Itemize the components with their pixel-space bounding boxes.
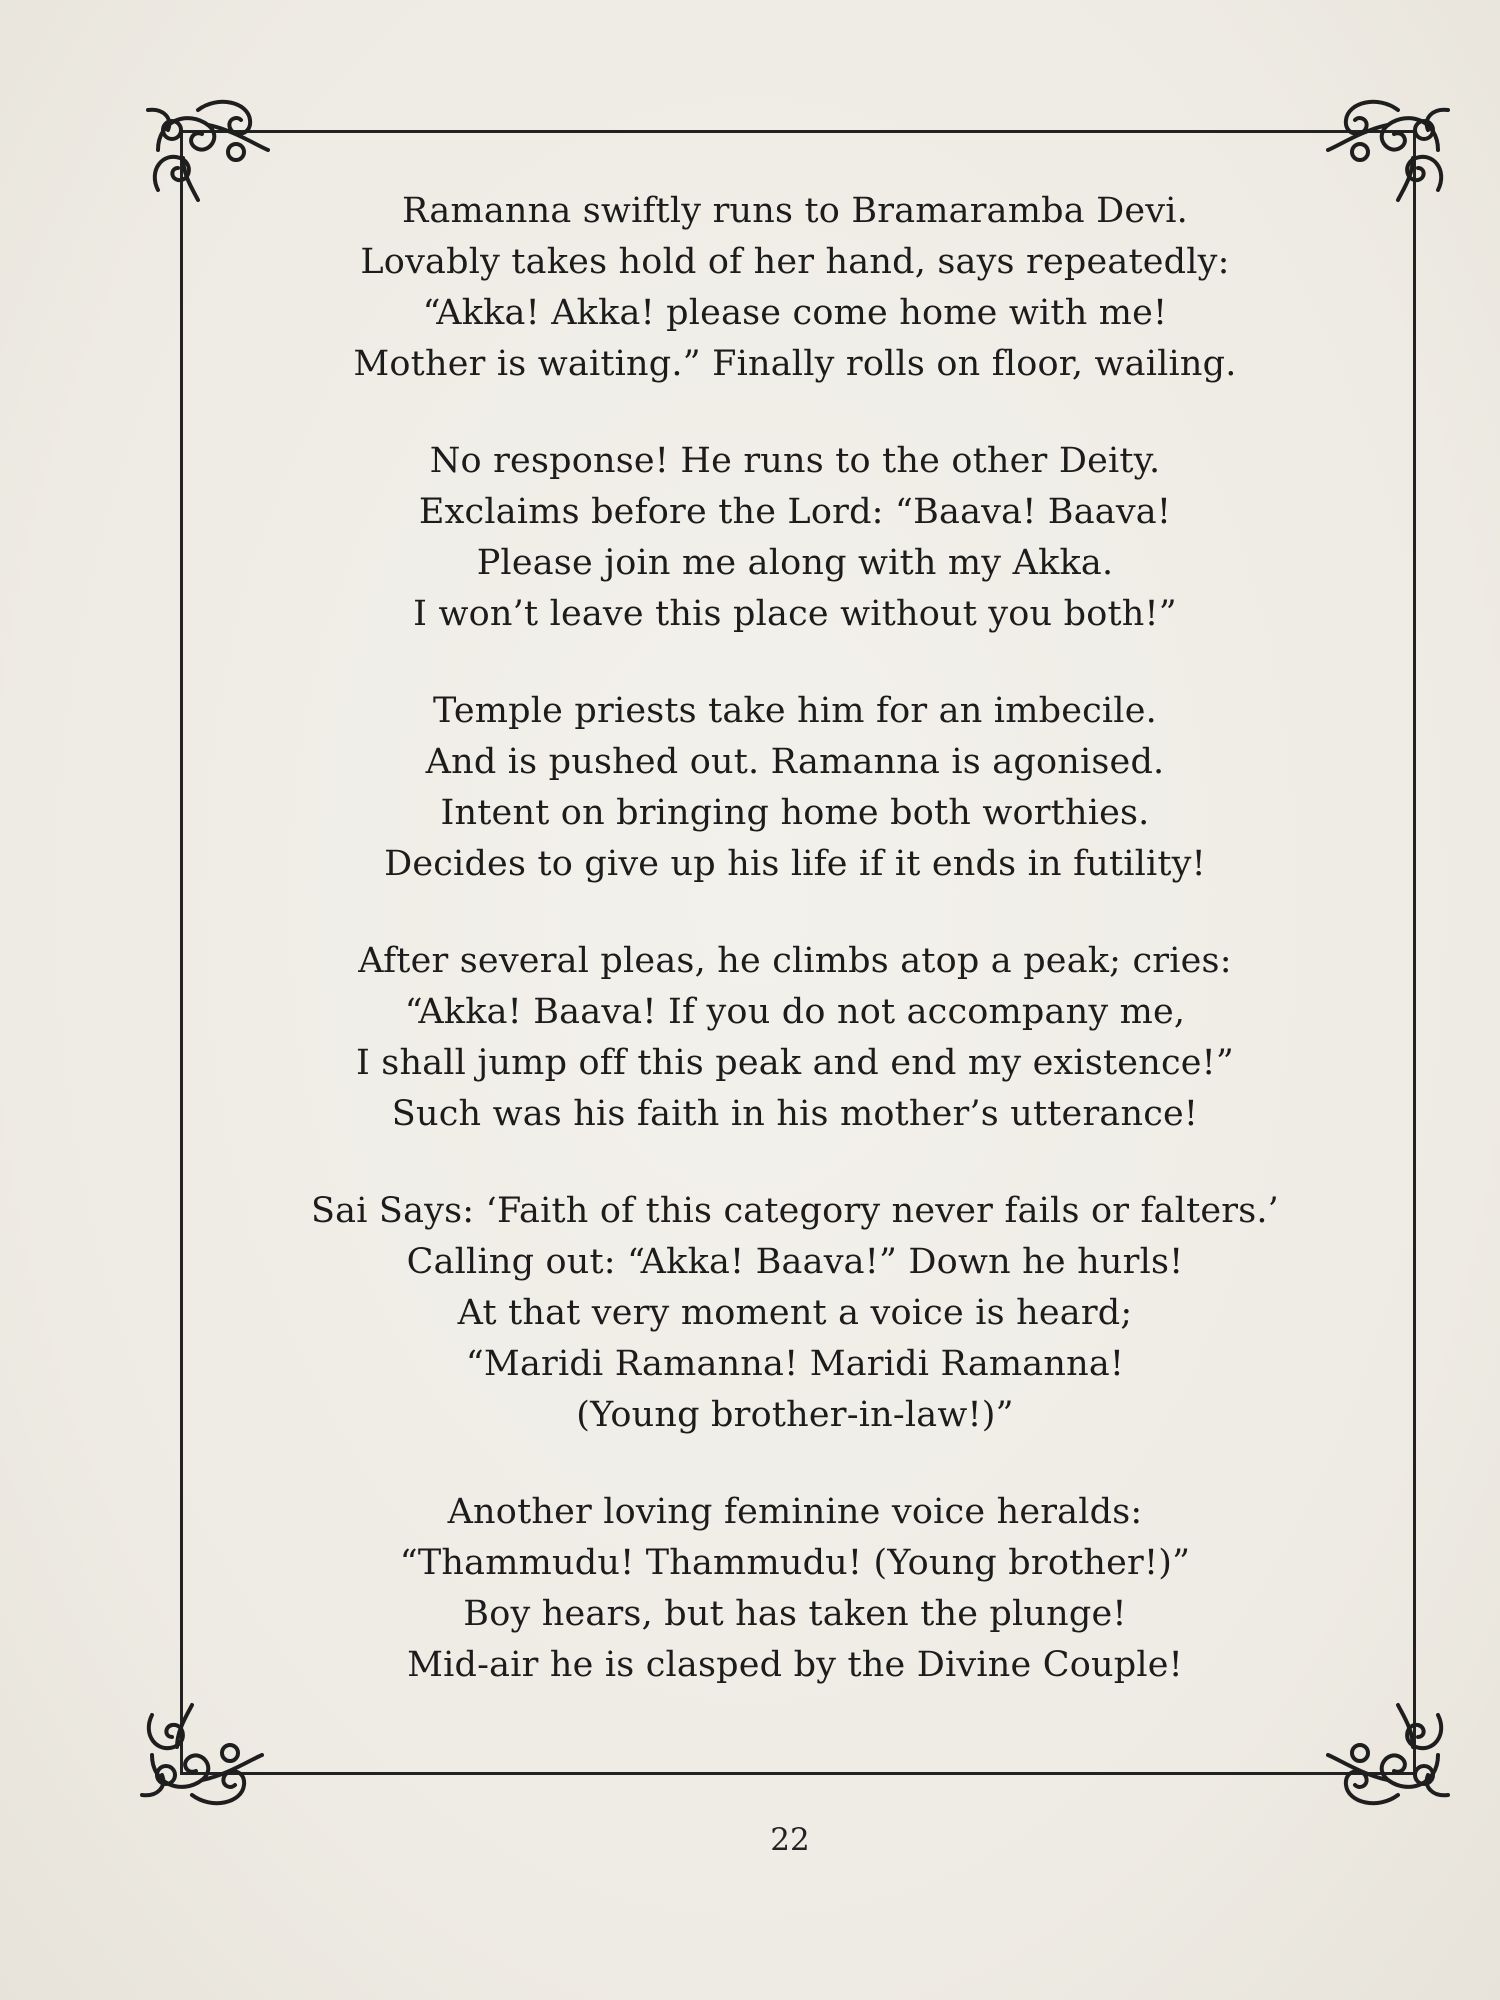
- stanza-5: [250, 1186, 1340, 1441]
- poem-line: “Akka! Baava! If you do not accompany me,: [404, 992, 1186, 1032]
- poem-line: Boy hears, but has taken the plunge!: [463, 1594, 1127, 1634]
- page-number: 22: [770, 1822, 810, 1858]
- poem-line: No response! He runs to the other Deity.: [429, 441, 1161, 481]
- poem-line: Mother is waiting.” Finally rolls on floor, wailing.: [353, 344, 1237, 384]
- poem-line: Intent on bringing home both worthies.: [440, 793, 1150, 833]
- poem-line: Exclaims before the Lord: “Baava! Baava!: [418, 492, 1172, 532]
- poem-line: Ramanna swiftly runs to Bramaramba Devi.: [402, 191, 1188, 231]
- stanza-3: [250, 686, 1340, 890]
- poem-line: Decides to give up his life if it ends in futility!: [384, 844, 1206, 884]
- stanza-2: [250, 436, 1340, 640]
- poem-line: Lovably takes hold of her hand, says repeatedly:: [360, 242, 1230, 282]
- poem-line: “Akka! Akka! please come home with me!: [422, 293, 1168, 333]
- poem-line: Such was his faith in his mother’s utterance!: [391, 1094, 1199, 1134]
- poem-line: Mid-air he is clasped by the Divine Couple!: [407, 1645, 1183, 1685]
- poem-line: Sai Says: ‘Faith of this category never fails or falters.’: [310, 1191, 1280, 1231]
- poem-line: At that very moment a voice is heard;: [457, 1293, 1133, 1333]
- poem-line: “Maridi Ramanna! Maridi Ramanna!: [465, 1344, 1125, 1384]
- poem-line: I shall jump off this peak and end my existence!”: [355, 1043, 1235, 1083]
- poem-line: Calling out: “Akka! Baava!” Down he hurls!: [406, 1242, 1184, 1282]
- stanza-4: [250, 936, 1340, 1140]
- poem-line: Another loving feminine voice heralds:: [447, 1492, 1143, 1532]
- poem-line: Please join me along with my Akka.: [476, 543, 1114, 583]
- stanza-1: [250, 186, 1340, 390]
- poem-line: (Young brother-in-law!)”: [576, 1395, 1014, 1435]
- stanza-6: [250, 1487, 1340, 1691]
- poem-line: “Thammudu! Thammudu! (Young brother!)”: [399, 1543, 1191, 1583]
- poem-line: And is pushed out. Ramanna is agonised.: [425, 742, 1165, 782]
- poem-line: After several pleas, he climbs atop a peak; cries:: [358, 941, 1232, 981]
- poem-line: Temple priests take him for an imbecile.: [433, 691, 1157, 731]
- poem-body: [250, 186, 1340, 1737]
- poem-line: I won’t leave this place without you both!”: [413, 594, 1177, 634]
